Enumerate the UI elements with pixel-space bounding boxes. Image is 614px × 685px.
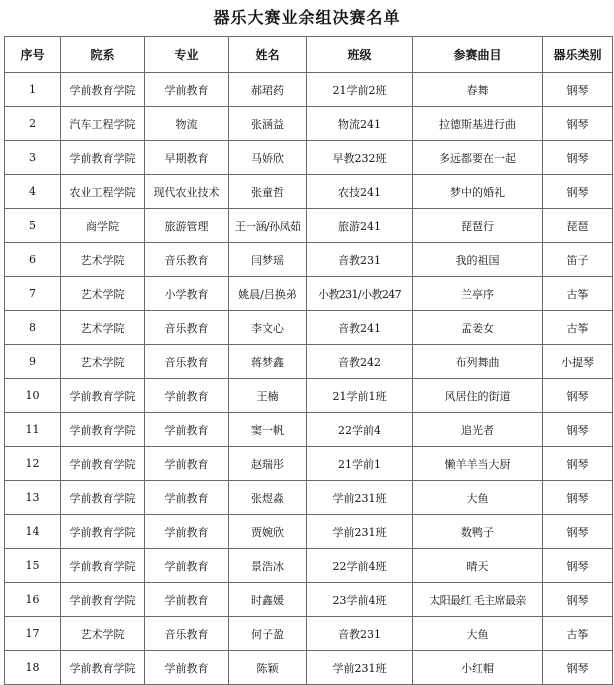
table-row xyxy=(5,311,613,345)
cell-piece: 兰亭序 xyxy=(413,277,543,311)
table-row xyxy=(5,107,613,141)
cell-name: 张童哲 xyxy=(229,175,307,209)
cell-class: 音教242 xyxy=(307,345,413,379)
cell-class: 音教241 xyxy=(307,311,413,345)
cell-class: 小教231/小教247 xyxy=(307,277,413,311)
cell-piece: 我的祖国 xyxy=(413,243,543,277)
cell-piece: 大鱼 xyxy=(413,617,543,651)
cell-instrument: 钢琴 xyxy=(543,141,613,175)
cell-index: 16 xyxy=(5,583,61,617)
cell-index: 15 xyxy=(5,549,61,583)
cell-department: 学前教育学院 xyxy=(61,413,145,447)
cell-index: 18 xyxy=(5,651,61,685)
cell-instrument: 琵琶 xyxy=(543,209,613,243)
cell-name: 闫梦瑶 xyxy=(229,243,307,277)
cell-name: 景浩冰 xyxy=(229,549,307,583)
cell-class: 22学前4 xyxy=(307,413,413,447)
cell-major: 学前教育 xyxy=(145,651,229,685)
cell-index: 2 xyxy=(5,107,61,141)
table-row xyxy=(5,379,613,413)
cell-name: 王楠 xyxy=(229,379,307,413)
cell-index: 1 xyxy=(5,73,61,107)
cell-instrument: 钢琴 xyxy=(543,549,613,583)
table-row xyxy=(5,481,613,515)
header-department: 院系 xyxy=(61,37,145,73)
cell-index: 6 xyxy=(5,243,61,277)
cell-piece: 布列舞曲 xyxy=(413,345,543,379)
cell-class: 音教231 xyxy=(307,617,413,651)
cell-major: 学前教育 xyxy=(145,481,229,515)
table-row xyxy=(5,141,613,175)
cell-piece: 追光者 xyxy=(413,413,543,447)
cell-major: 学前教育 xyxy=(145,73,229,107)
cell-instrument: 钢琴 xyxy=(543,379,613,413)
cell-name: 贾婉欣 xyxy=(229,515,307,549)
cell-piece: 数鸭子 xyxy=(413,515,543,549)
cell-class: 23学前4班 xyxy=(307,583,413,617)
cell-name: 张涵益 xyxy=(229,107,307,141)
cell-department: 农业工程学院 xyxy=(61,175,145,209)
cell-index: 4 xyxy=(5,175,61,209)
cell-instrument: 小提琴 xyxy=(543,345,613,379)
cell-name: 郝珺药 xyxy=(229,73,307,107)
table-row xyxy=(5,549,613,583)
cell-class: 21学前1 xyxy=(307,447,413,481)
cell-major: 早期教育 xyxy=(145,141,229,175)
cell-instrument: 钢琴 xyxy=(543,583,613,617)
cell-index: 17 xyxy=(5,617,61,651)
cell-name: 张煜淼 xyxy=(229,481,307,515)
cell-index: 12 xyxy=(5,447,61,481)
cell-name: 时鑫媛 xyxy=(229,583,307,617)
cell-instrument: 古筝 xyxy=(543,311,613,345)
cell-major: 音乐教育 xyxy=(145,345,229,379)
cell-name: 赵瑞彤 xyxy=(229,447,307,481)
cell-department: 学前教育学院 xyxy=(61,515,145,549)
header-index: 序号 xyxy=(5,37,61,73)
cell-index: 14 xyxy=(5,515,61,549)
cell-class: 早教232班 xyxy=(307,141,413,175)
header-instrument: 器乐类别 xyxy=(543,37,613,73)
cell-department: 学前教育学院 xyxy=(61,549,145,583)
cell-department: 学前教育学院 xyxy=(61,651,145,685)
cell-name: 何子盈 xyxy=(229,617,307,651)
cell-department: 学前教育学院 xyxy=(61,379,145,413)
header-major: 专业 xyxy=(145,37,229,73)
cell-class: 学前231班 xyxy=(307,481,413,515)
cell-index: 10 xyxy=(5,379,61,413)
cell-department: 艺术学院 xyxy=(61,311,145,345)
header-name: 姓名 xyxy=(229,37,307,73)
cell-instrument: 钢琴 xyxy=(543,447,613,481)
cell-department: 学前教育学院 xyxy=(61,447,145,481)
cell-index: 13 xyxy=(5,481,61,515)
table-row xyxy=(5,243,613,277)
cell-piece: 晴天 xyxy=(413,549,543,583)
cell-class: 22学前4班 xyxy=(307,549,413,583)
cell-department: 学前教育学院 xyxy=(61,583,145,617)
cell-index: 5 xyxy=(5,209,61,243)
cell-major: 音乐教育 xyxy=(145,311,229,345)
cell-name: 姚晨/吕换弟 xyxy=(229,277,307,311)
cell-piece: 孟姜女 xyxy=(413,311,543,345)
table-header-row xyxy=(5,37,613,73)
cell-department: 学前教育学院 xyxy=(61,73,145,107)
cell-piece: 多远都要在一起 xyxy=(413,141,543,175)
cell-instrument: 钢琴 xyxy=(543,175,613,209)
header-class: 班级 xyxy=(307,37,413,73)
cell-name: 王一涵/孙凤茹 xyxy=(229,209,307,243)
cell-instrument: 钢琴 xyxy=(543,413,613,447)
cell-index: 3 xyxy=(5,141,61,175)
cell-piece: 太阳最红 毛主席最亲 xyxy=(413,583,543,617)
cell-instrument: 钢琴 xyxy=(543,73,613,107)
cell-major: 学前教育 xyxy=(145,379,229,413)
cell-department: 艺术学院 xyxy=(61,243,145,277)
cell-class: 物流241 xyxy=(307,107,413,141)
finalists-table xyxy=(4,36,613,685)
cell-major: 学前教育 xyxy=(145,413,229,447)
cell-class: 旅游241 xyxy=(307,209,413,243)
document-title: 器乐大赛业余组决赛名单 xyxy=(213,8,401,27)
cell-piece: 拉德斯基进行曲 xyxy=(413,107,543,141)
cell-major: 音乐教育 xyxy=(145,617,229,651)
cell-major: 小学教育 xyxy=(145,277,229,311)
cell-major: 学前教育 xyxy=(145,549,229,583)
table-row xyxy=(5,175,613,209)
cell-department: 艺术学院 xyxy=(61,617,145,651)
cell-major: 学前教育 xyxy=(145,583,229,617)
cell-major: 现代农业技术 xyxy=(145,175,229,209)
cell-index: 7 xyxy=(5,277,61,311)
cell-name: 陈颖 xyxy=(229,651,307,685)
cell-name: 窦一帆 xyxy=(229,413,307,447)
cell-department: 商学院 xyxy=(61,209,145,243)
cell-department: 艺术学院 xyxy=(61,277,145,311)
cell-class: 学前231班 xyxy=(307,651,413,685)
cell-class: 学前231班 xyxy=(307,515,413,549)
cell-instrument: 古筝 xyxy=(543,277,613,311)
table-row xyxy=(5,345,613,379)
header-piece: 参赛曲目 xyxy=(413,37,543,73)
cell-class: 音教231 xyxy=(307,243,413,277)
cell-name: 李文心 xyxy=(229,311,307,345)
table-row xyxy=(5,583,613,617)
table-row xyxy=(5,209,613,243)
cell-piece: 懒羊羊当大厨 xyxy=(413,447,543,481)
cell-piece: 春舞 xyxy=(413,73,543,107)
cell-index: 9 xyxy=(5,345,61,379)
table-row xyxy=(5,73,613,107)
cell-name: 蒋梦鑫 xyxy=(229,345,307,379)
cell-major: 音乐教育 xyxy=(145,243,229,277)
cell-major: 学前教育 xyxy=(145,515,229,549)
cell-name: 马娇欣 xyxy=(229,141,307,175)
cell-major: 旅游管理 xyxy=(145,209,229,243)
cell-instrument: 钢琴 xyxy=(543,651,613,685)
cell-major: 学前教育 xyxy=(145,447,229,481)
cell-class: 21学前1班 xyxy=(307,379,413,413)
cell-piece: 琵琶行 xyxy=(413,209,543,243)
cell-department: 学前教育学院 xyxy=(61,481,145,515)
table-row xyxy=(5,277,613,311)
cell-instrument: 钢琴 xyxy=(543,515,613,549)
table-row xyxy=(5,413,613,447)
cell-major: 物流 xyxy=(145,107,229,141)
cell-class: 农技241 xyxy=(307,175,413,209)
cell-department: 艺术学院 xyxy=(61,345,145,379)
cell-piece: 大鱼 xyxy=(413,481,543,515)
cell-instrument: 钢琴 xyxy=(543,481,613,515)
table-row xyxy=(5,651,613,685)
table-row xyxy=(5,447,613,481)
cell-index: 8 xyxy=(5,311,61,345)
cell-index: 11 xyxy=(5,413,61,447)
table-row xyxy=(5,515,613,549)
cell-class: 21学前2班 xyxy=(307,73,413,107)
cell-instrument: 古筝 xyxy=(543,617,613,651)
cell-instrument: 笛子 xyxy=(543,243,613,277)
cell-department: 学前教育学院 xyxy=(61,141,145,175)
cell-instrument: 钢琴 xyxy=(543,107,613,141)
cell-piece: 梦中的婚礼 xyxy=(413,175,543,209)
cell-piece: 小红帽 xyxy=(413,651,543,685)
table-row xyxy=(5,617,613,651)
cell-piece: 风居住的街道 xyxy=(413,379,543,413)
cell-department: 汽车工程学院 xyxy=(61,107,145,141)
